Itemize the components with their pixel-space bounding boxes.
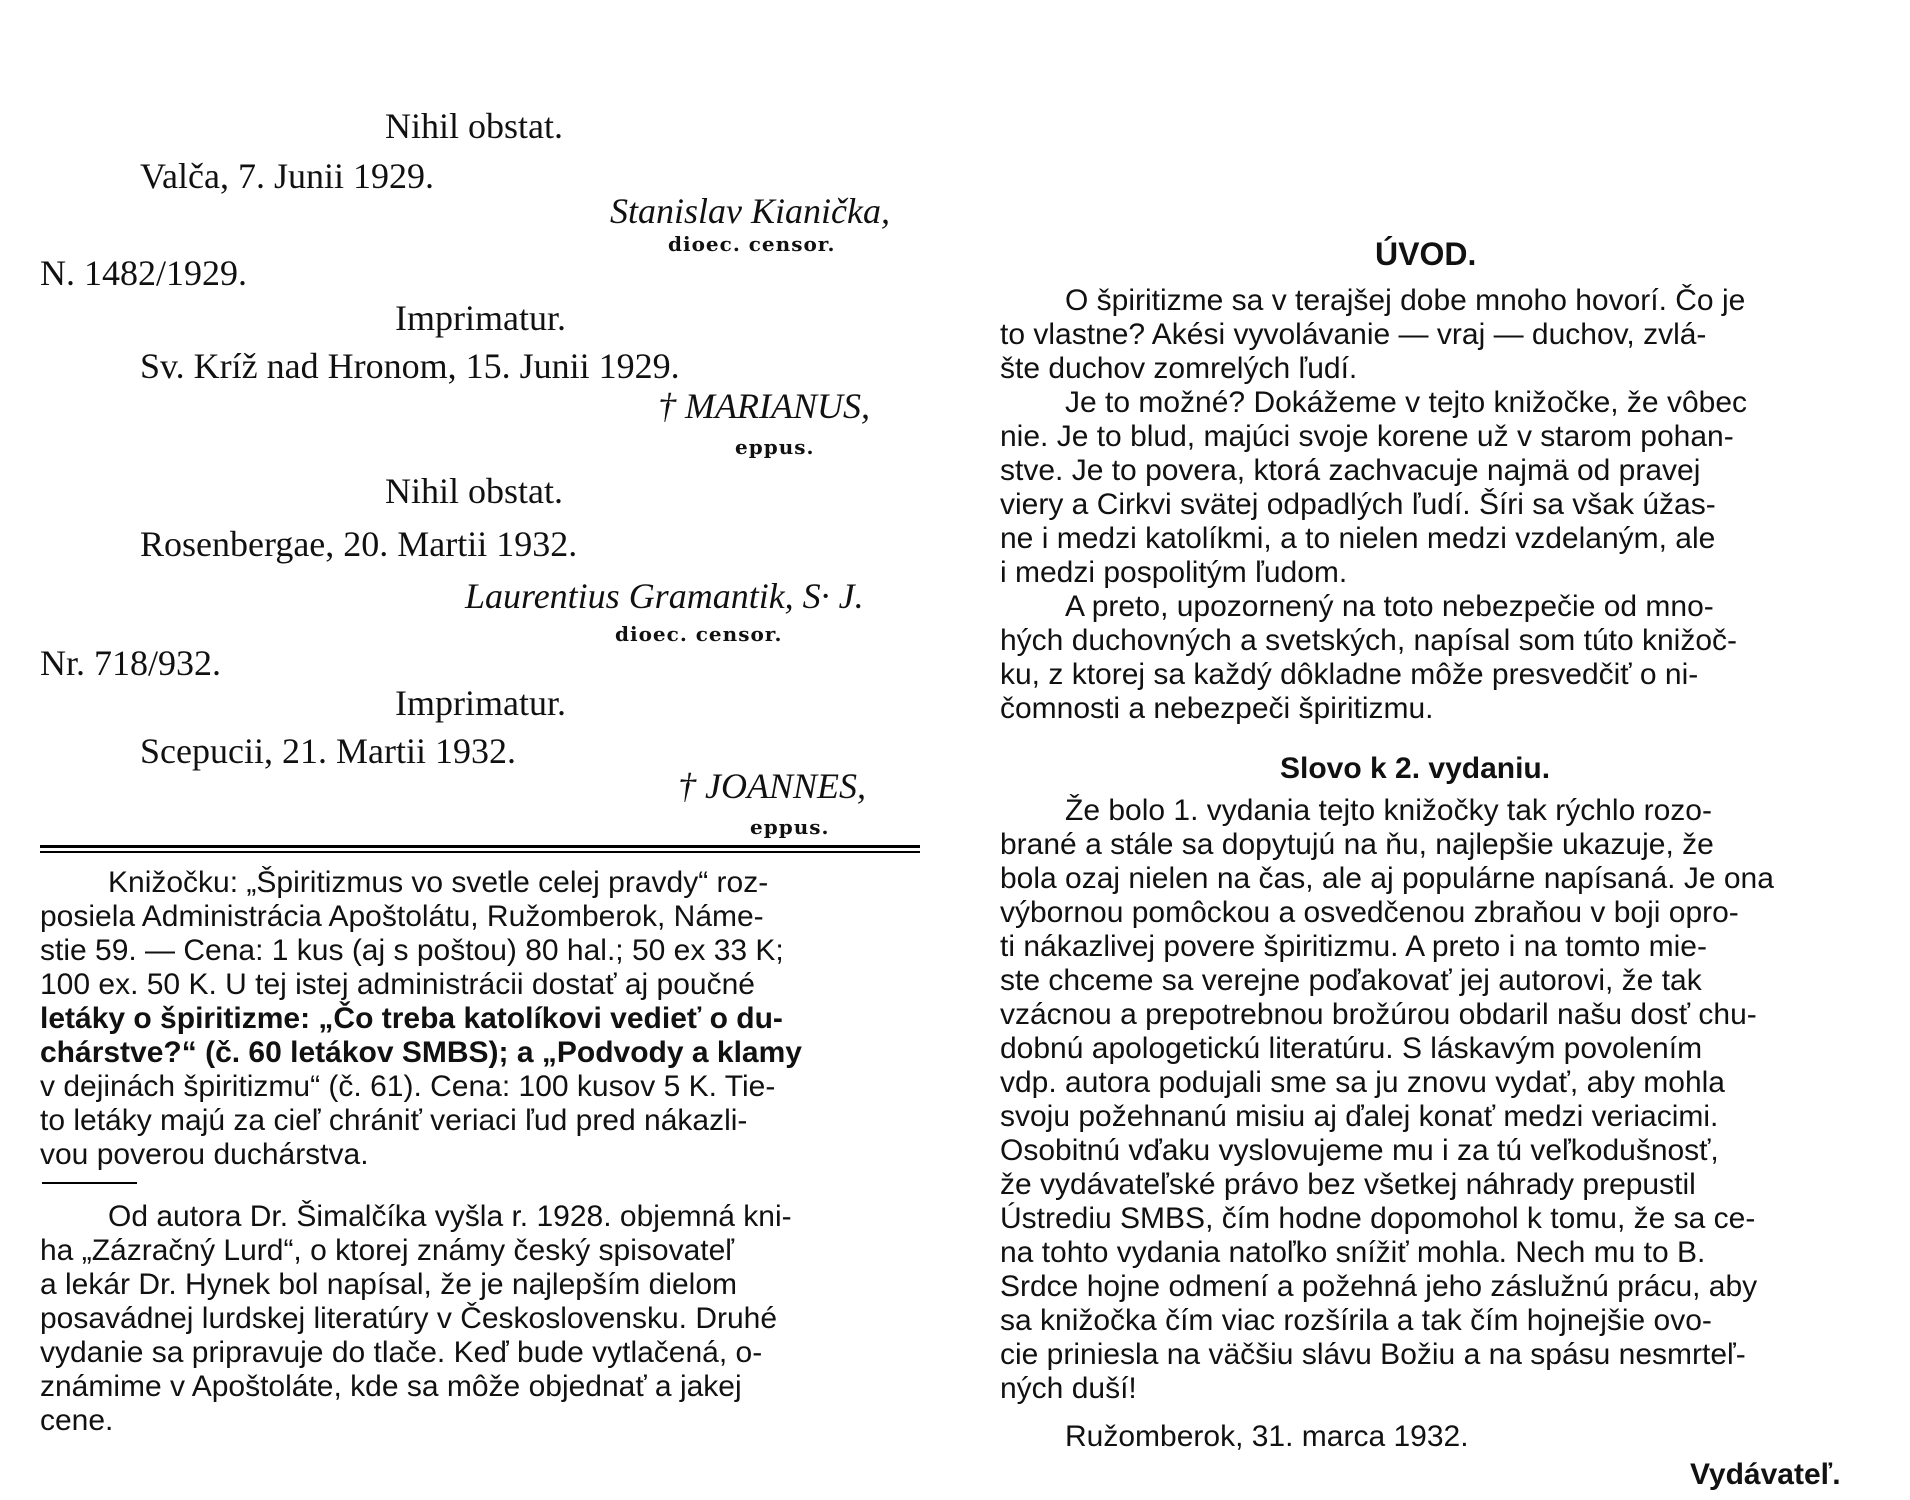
notice-1-line: stie 59. — Cena: 1 kus (aj s poštou) 80 hal.; 50 ex 33 K; [40,934,784,967]
second-line: že vydávateľské právo bez všetkej náhrady prepustil [1000,1168,1696,1201]
intro-line: Je to možné? Dokážeme v tejto knižočke, že vôbec [1065,386,1748,419]
intro-line: čomnosti a nebezpeči špiritizmu. [1000,692,1434,725]
number-1: N. 1482/1929. [40,253,247,293]
imprimatur-1: Imprimatur. [395,298,566,338]
bishop-1-role: eppus. [735,435,815,459]
intro-line: i medzi pospolitým ľudom. [1000,556,1348,589]
second-line: na tohto vydania natoľko snížiť mohla. Nech mu to B. [1000,1236,1706,1269]
second-line: Ústrediu SMBS, čím hodne dopomohol k tomu, že sa ce- [1000,1202,1756,1235]
notice-2-line: a lekár Dr. Hynek bol napísal, že je najlepším dielom [40,1268,738,1301]
second-line: ti nákazlivej povere špiritizmu. A preto i na tomto mie- [1000,930,1707,963]
censor-1: Stanislav Kianička, [610,191,890,231]
notice-1-line: v dejinách špiritizmu“ (č. 61). Cena: 100 kusov 5 K. Tie- [40,1070,776,1103]
second-line: Srdce hojne odmení a požehná jeho záslužnú prácu, aby [1000,1270,1758,1303]
nihil-obstat-1: Nihil obstat. [385,106,563,146]
imprimatur-2: Imprimatur. [395,683,566,723]
notice-1 [40,866,930,1172]
publisher-signature: Vydávateľ. [1690,1458,1841,1491]
second-line: ste chceme sa verejne poďakovať jej autorovi, že tak [1000,964,1702,997]
bishop-2-role: eppus. [750,815,830,839]
notice-2-line: ha „Zázračný Lurd“, o ktorej známy český spisovateľ [40,1234,735,1267]
intro-title: ÚVOD. [1375,236,1477,272]
intro-line: viery a Cirkvi svätej odpadlých ľudí. Šíri sa však úžas- [1000,488,1716,521]
second-line: vzácnou a prepotrebnou brožúrou obdaril našu dosť chu- [1000,998,1757,1031]
second-line: ných duší! [1000,1372,1137,1405]
second-line: Že bolo 1. vydania tejto knižočky tak rýchlo rozo- [1065,794,1712,827]
notice-1-line: letáky o špiritizme: „Čo treba katolíkovi vedieť o du- [40,1002,783,1035]
notice-2-line: posavádnej lurdskej literatúry v Československu. Druhé [40,1302,778,1335]
notice-1-line: chárstve?“ (č. 60 letákov SMBS); a „Podvody a klamy [40,1036,802,1069]
notice-1-line: 100 ex. 50 K. U tej istej administrácii dostať aj poučné [40,968,755,1001]
bishop-1: † MARIANUS, [658,386,870,426]
notice-1-line: to letáky majú za cieľ chrániť veriaci ľud pred nákazli- [40,1104,748,1137]
notice-1-line: posiela Administrácia Apoštolátu, Ružomberok, Náme- [40,900,764,933]
intro-body [1000,284,1870,726]
intro-line: A preto, upozornený na toto nebezpečie od mno- [1065,590,1714,623]
place-date-4: Scepucii, 21. Martii 1932. [140,731,516,771]
intro-line: to vlastne? Akési vyvolávanie — vraj — duchov, zvlá- [1000,318,1707,351]
notice-1-line: vou poverou duchárstva. [40,1138,369,1171]
place-date-1: Valča, 7. Junii 1929. [140,156,434,196]
nihil-obstat-2: Nihil obstat. [385,471,563,511]
notice-2-line: vydanie sa pripravuje do tlače. Keď bude vytlačená, o- [40,1336,763,1369]
intro-line: šte duchov zomrelých ľudí. [1000,352,1358,385]
bishop-2: † JOANNES, [678,766,866,806]
second-line: cie priniesla na väčšiu slávu Božiu a na spásu nesmrteľ- [1000,1338,1746,1371]
number-2: Nr. 718/932. [40,643,222,683]
second-edition-body [1000,794,1870,1406]
censor-1-role: dioec. censor. [668,232,836,256]
notice-2-line: známime v Apoštoláte, kde sa môže objednať a jakej [40,1370,742,1403]
intro-line: O špiritizme sa v terajšej dobe mnoho hovorí. Čo je [1065,284,1746,317]
place-date-3: Rosenbergae, 20. Martii 1932. [140,524,578,564]
second-line: vdp. autora podujali sme sa ju znovu vydať, aby mohla [1000,1066,1725,1099]
notice-2-line: cene. [40,1404,114,1437]
second-line: Osobitnú vďaku vyslovujeme mu i za tú veľkodušnosť, [1000,1134,1719,1167]
place-date-2: Sv. Kríž nad Hronom, 15. Junii 1929. [140,346,680,386]
intro-line: nie. Je to blud, majúci svoje korene už v starom pohan- [1000,420,1734,453]
intro-line: ne i medzi katolíkmi, a to nielen medzi vzdelaným, ale [1000,522,1716,555]
censor-2: Laurentius Gramantik, S· J. [465,576,864,616]
notice-2-line: Od autora Dr. Šimalčíka vyšla r. 1928. objemná kni- [108,1200,792,1233]
second-line: brané a stále sa dopytujú na ňu, najlepšie ukazuje, že [1000,828,1714,861]
second-edition-title: Slovo k 2. vydaniu. [1280,752,1551,785]
second-line: výbornou pomôckou a osvedčenou zbraňou v boji opro- [1000,896,1739,929]
separator-short [42,1182,137,1184]
notice-1-line: Knižočku: „Špiritizmus vo svetle celej pravdy“ roz- [108,866,769,899]
second-line: bola ozaj nielen na čas, ale aj populárne napísaná. Je ona [1000,862,1774,895]
second-line: svoju požehnanú misiu aj ďalej konať medzi veriacimi. [1000,1100,1719,1133]
place-date-signature: Ružomberok, 31. marca 1932. [1065,1420,1469,1453]
notice-2 [40,1200,930,1438]
censor-2-role: dioec. censor. [615,622,783,646]
rule-top [40,845,920,848]
intro-line: stve. Je to povera, ktorá zachvacuje najmä od pravej [1000,454,1701,487]
intro-line: ku, z ktorej sa každý dôkladne môže presvedčiť o ni- [1000,658,1699,691]
rule-bottom [40,851,920,853]
second-line: sa knižočka čím viac rozšírila a tak čím hojnejšie ovo- [1000,1304,1712,1337]
intro-line: hých duchovných a svetských, napísal som túto knižoč- [1000,624,1738,657]
second-line: dobnú apologetickú literatúru. S láskavým povolením [1000,1032,1703,1065]
